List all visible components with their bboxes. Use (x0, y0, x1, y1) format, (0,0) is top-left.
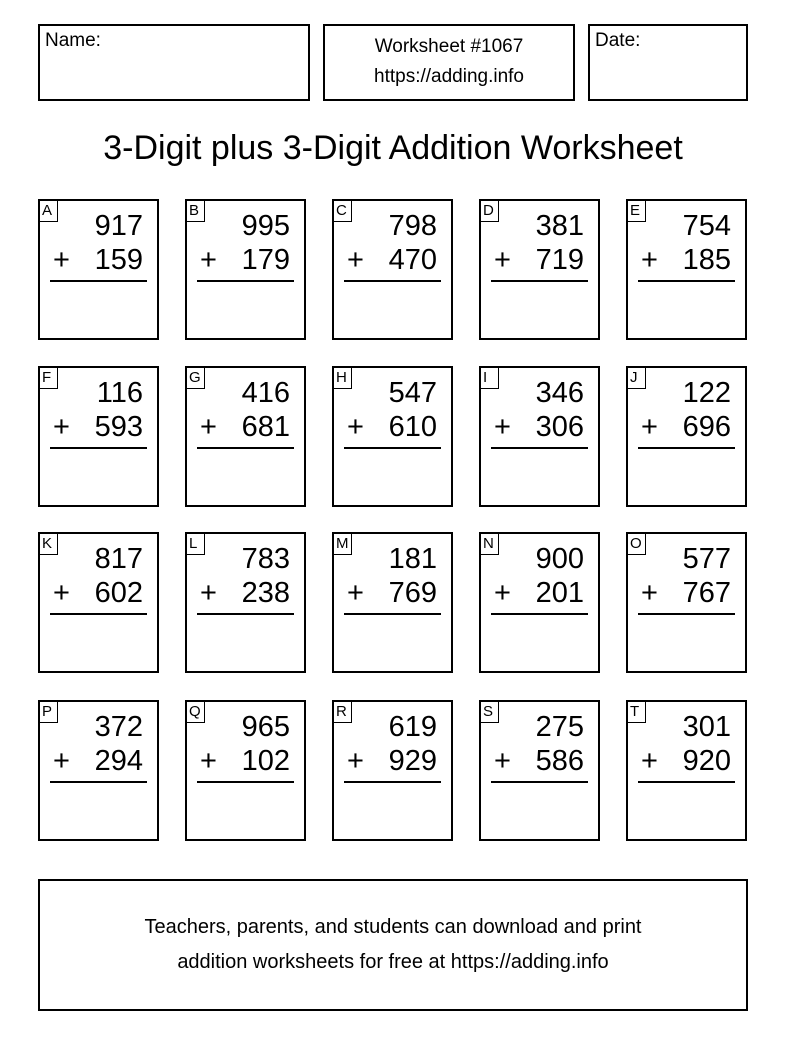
worksheet-info-box (323, 24, 575, 101)
answer-line (344, 447, 441, 449)
bottom-addend: 586 (535, 745, 584, 777)
website-url: https://adding.info (374, 66, 524, 87)
problem-card[interactable] (479, 532, 600, 673)
answer-line (50, 781, 147, 783)
bottom-addend: 593 (94, 411, 143, 443)
bottom-addend: 681 (241, 411, 290, 443)
problem-card[interactable] (332, 199, 453, 340)
date-label: Date: (595, 30, 641, 51)
problem-card[interactable] (185, 199, 306, 340)
bottom-addend: 769 (388, 577, 437, 609)
answer-line (197, 447, 294, 449)
plus-sign: + (641, 411, 658, 443)
answer-line (197, 781, 294, 783)
problem-card[interactable] (626, 532, 747, 673)
problem-letter: G (186, 367, 205, 389)
bottom-addend: 719 (535, 244, 584, 276)
plus-sign: + (494, 745, 511, 777)
footer-line-1: Teachers, parents, and students can download and print (144, 916, 642, 938)
problem-card[interactable] (185, 532, 306, 673)
problem-letter: L (186, 533, 205, 555)
problem-letter: K (39, 533, 58, 555)
answer-line (344, 613, 441, 615)
problem-letter: B (186, 200, 205, 222)
top-addend: 995 (241, 210, 290, 242)
problem-card[interactable] (332, 700, 453, 841)
problem-letter: R (333, 701, 352, 723)
problem-letter: D (480, 200, 499, 222)
bottom-addend: 238 (241, 577, 290, 609)
answer-line (638, 447, 735, 449)
bottom-addend: 102 (241, 745, 290, 777)
plus-sign: + (53, 745, 70, 777)
problem-letter: H (333, 367, 352, 389)
problem-letter: I (480, 367, 499, 389)
name-field[interactable] (38, 24, 310, 101)
problem-letter: C (333, 200, 352, 222)
bottom-addend: 602 (94, 577, 143, 609)
plus-sign: + (347, 745, 364, 777)
top-addend: 275 (535, 711, 584, 743)
answer-line (491, 280, 588, 282)
problem-card[interactable] (332, 532, 453, 673)
footer-line-2: addition worksheets for free at https://adding.info (177, 951, 609, 973)
top-addend: 900 (535, 543, 584, 575)
problem-letter: S (480, 701, 499, 723)
top-addend: 346 (535, 377, 584, 409)
plus-sign: + (200, 244, 217, 276)
problem-card[interactable] (479, 199, 600, 340)
top-addend: 416 (241, 377, 290, 409)
top-addend: 116 (96, 377, 143, 409)
answer-line (638, 781, 735, 783)
plus-sign: + (53, 244, 70, 276)
plus-sign: + (53, 411, 70, 443)
plus-sign: + (494, 244, 511, 276)
answer-line (50, 613, 147, 615)
top-addend: 547 (388, 377, 437, 409)
answer-line (344, 280, 441, 282)
problem-letter: O (627, 533, 646, 555)
problem-card[interactable] (626, 199, 747, 340)
problem-card[interactable] (38, 532, 159, 673)
answer-line (50, 280, 147, 282)
problem-card[interactable] (38, 700, 159, 841)
answer-line (491, 781, 588, 783)
answer-line (491, 447, 588, 449)
problem-letter: F (39, 367, 58, 389)
bottom-addend: 201 (535, 577, 584, 609)
name-label: Name: (45, 30, 101, 51)
plus-sign: + (641, 745, 658, 777)
plus-sign: + (347, 244, 364, 276)
problem-card[interactable] (185, 700, 306, 841)
bottom-addend: 294 (94, 745, 143, 777)
answer-line (638, 613, 735, 615)
problem-card[interactable] (185, 366, 306, 507)
answer-line (638, 280, 735, 282)
plus-sign: + (494, 411, 511, 443)
date-field[interactable] (588, 24, 748, 101)
answer-line (344, 781, 441, 783)
problem-letter: T (627, 701, 646, 723)
problem-card[interactable] (626, 700, 747, 841)
bottom-addend: 767 (682, 577, 731, 609)
problem-letter: P (39, 701, 58, 723)
problem-letter: Q (186, 701, 205, 723)
plus-sign: + (200, 745, 217, 777)
bottom-addend: 159 (94, 244, 143, 276)
answer-line (50, 447, 147, 449)
top-addend: 917 (94, 210, 143, 242)
problem-card[interactable] (332, 366, 453, 507)
top-addend: 817 (94, 543, 143, 575)
plus-sign: + (641, 577, 658, 609)
top-addend: 783 (241, 543, 290, 575)
answer-line (491, 613, 588, 615)
footer-box (38, 879, 748, 1011)
worksheet-number: Worksheet #1067 (374, 36, 524, 57)
plus-sign: + (200, 411, 217, 443)
problem-card[interactable] (38, 366, 159, 507)
problem-letter: N (480, 533, 499, 555)
answer-line (197, 613, 294, 615)
bottom-addend: 610 (388, 411, 437, 443)
problem-letter: E (627, 200, 646, 222)
top-addend: 381 (535, 210, 584, 242)
top-addend: 965 (241, 711, 290, 743)
top-addend: 754 (682, 210, 731, 242)
top-addend: 181 (388, 543, 437, 575)
plus-sign: + (494, 577, 511, 609)
problem-letter: M (333, 533, 352, 555)
plus-sign: + (200, 577, 217, 609)
bottom-addend: 920 (682, 745, 731, 777)
problem-card[interactable] (479, 366, 600, 507)
plus-sign: + (347, 577, 364, 609)
bottom-addend: 470 (388, 244, 437, 276)
problem-card[interactable] (479, 700, 600, 841)
top-addend: 122 (682, 377, 731, 409)
bottom-addend: 929 (388, 745, 437, 777)
page-title: 3-Digit plus 3-Digit Addition Worksheet (103, 129, 683, 167)
problem-letter: A (39, 200, 58, 222)
plus-sign: + (641, 244, 658, 276)
bottom-addend: 179 (241, 244, 290, 276)
answer-line (197, 280, 294, 282)
plus-sign: + (53, 577, 70, 609)
problem-card[interactable] (626, 366, 747, 507)
bottom-addend: 696 (682, 411, 731, 443)
top-addend: 798 (388, 210, 437, 242)
top-addend: 619 (388, 711, 437, 743)
top-addend: 577 (682, 543, 731, 575)
top-addend: 301 (682, 711, 731, 743)
problem-card[interactable] (38, 199, 159, 340)
bottom-addend: 306 (535, 411, 584, 443)
problem-letter: J (627, 367, 646, 389)
top-addend: 372 (94, 711, 143, 743)
plus-sign: + (347, 411, 364, 443)
bottom-addend: 185 (682, 244, 731, 276)
